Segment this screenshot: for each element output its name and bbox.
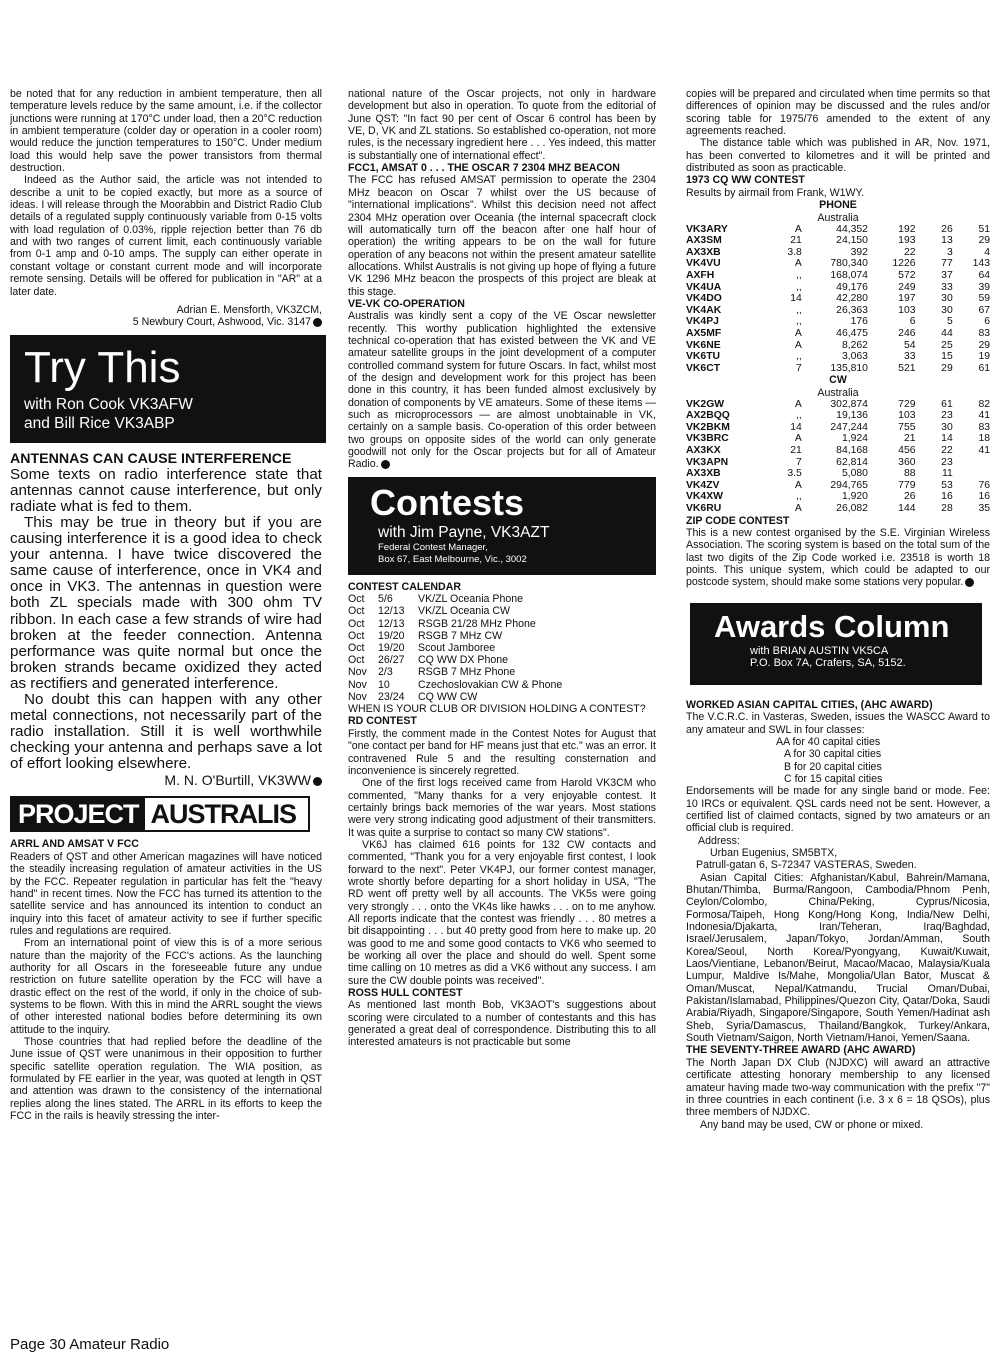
award-classes	[686, 736, 990, 785]
result-cell: 143	[972, 258, 990, 270]
calendar-cell: Scout Jamboree	[418, 642, 496, 654]
calendar-cell: 19/20	[378, 642, 405, 654]
contest-calendar-table	[348, 593, 656, 703]
result-cell: 249	[898, 281, 916, 293]
result-cell: 41	[978, 445, 990, 457]
result-cell: VK6TU	[686, 351, 721, 363]
calendar-cell: RSGB 7 MHz CW	[418, 629, 503, 642]
calendar-row	[348, 605, 656, 617]
result-cell: 14	[941, 433, 953, 445]
project-australis-logo	[10, 796, 310, 832]
result-row	[686, 235, 990, 247]
try-this-byline-1: with Ron Cook VK3AFW	[24, 395, 193, 413]
result-cell: 6	[909, 316, 916, 328]
author-address: 5 Newbury Court, Ashwood, Vic. 3147	[10, 316, 322, 328]
section-heading: ARRL AND AMSAT V FCC	[10, 838, 139, 851]
end-bullet-icon	[313, 318, 322, 327]
calendar-cell: RSGB 7 MHz Phone	[418, 666, 516, 679]
result-cell: A	[794, 223, 802, 235]
result-row	[686, 247, 990, 259]
result-cell: 26,363	[836, 304, 868, 316]
result-cell: 103	[898, 304, 916, 316]
result-cell: 77	[941, 258, 953, 270]
contests-address: Box 67, East Melbourne, Vic., 3002	[378, 553, 527, 565]
author-name: M. N. O'Burtill, VK3WW	[10, 772, 322, 788]
result-cell: 54	[903, 339, 916, 351]
end-bullet-icon	[313, 777, 322, 786]
calendar-row	[348, 654, 656, 666]
result-cell: 30	[941, 304, 953, 316]
result-cell: 3	[946, 246, 953, 258]
award-class: AA for 40 capital cities	[776, 735, 881, 748]
article-paragraph: The distance table which was published in AR, Nov. 1971, has been converted to kilometres and it will be printed and distributed as soon as practicable.	[686, 137, 990, 175]
result-cell: 42,280	[836, 293, 868, 305]
column-2	[348, 88, 656, 1049]
calendar-row	[348, 630, 656, 642]
result-cell: 29	[941, 362, 953, 374]
result-row	[686, 480, 990, 492]
result-cell: 8,262	[841, 339, 868, 351]
calendar-cell: Oct	[348, 629, 365, 642]
article-paragraph: The V.C.R.C. in Vasteras, Sweden, issues the WASCC Award to any amateur and SWL in four classes:	[686, 711, 990, 736]
calendar-row	[348, 666, 656, 678]
result-cell: 6	[984, 316, 990, 328]
logo-word-australis: AUSTRALIS	[150, 799, 297, 830]
calendar-cell: Oct	[348, 654, 365, 667]
result-cell: 33	[903, 351, 916, 363]
result-cell: AX3XB	[686, 246, 721, 258]
result-cell: A	[794, 398, 802, 410]
result-cell: ,,	[796, 351, 802, 363]
phone-results-table	[686, 224, 990, 375]
calendar-row	[348, 593, 656, 605]
result-row	[686, 457, 990, 469]
result-cell: 44	[941, 327, 953, 339]
result-row	[686, 328, 990, 340]
article-paragraph: Asian Capital Cities: Afghanistan/Kabul, Bahrein/Mamana, Bhutan/Thimba, Burma/Rangoon, Cambodia/Phnom Penh, Ceylon/Colombo, China/Peking, Cyprus/Nicosia, Formosa/Taipeh, Hong Kong/Hong Kong, India/New Delhi, Indonesia/Djakarta, Iran/Teheran, Iraq/Baghdad, Israel/Jerusalem, Japan/Tokyo, Jordan/Amman, South Korea/Seoul, North Korea/Pyongyang, Kuwait/Kuwait, Laos/Vientiane, Lebanon/Beirut, Macao/Macao, Malaysia/Kuala Lumpur, Maldive Is/Mahe, Mongolia/Ulan Bator, Muscat & Oman/Muscat, Nepal/Katmandu, Trucial Oman/Dubai, Pakistan/Islamabad, Philippines/Quezon City, Qatar/Doka, Saudi Arabia/Riyadh, Singapore/Singapore, South Yemen/Hadinat ash Sheb, Syria/Damascus, Thailand/Bangkok, Turkey/Ankara, South Vietnam/Saigon, North Vietnam/Hanoi, Yemen/Saana.	[686, 871, 990, 1045]
result-cell: VK4DO	[686, 293, 722, 305]
result-cell: AXFH	[686, 269, 715, 281]
result-cell: 19,136	[836, 410, 868, 422]
result-cell: 302,874	[830, 398, 868, 410]
article-paragraph: This is a new contest organised by the S.E. Virginian Wireless Association. The scoring system is based on the total sum of the last two digits of the Zip Code worked i.e. 23518 is worth 18 points. This unique system, which could be adapted to our postcode system, should make some stations very popular.	[686, 527, 990, 589]
country-label: Australia	[817, 386, 859, 399]
calendar-cell: Oct	[348, 617, 365, 630]
result-cell: 49,176	[836, 281, 868, 293]
calendar-cell: Oct	[348, 605, 365, 618]
calendar-cell: RSGB 21/28 MHz Phone	[418, 617, 536, 630]
result-cell: 44,352	[836, 223, 868, 235]
section-heading: VE-VK CO-OPERATION	[348, 297, 465, 310]
result-cell	[953, 468, 990, 480]
result-cell: 572	[898, 269, 916, 281]
result-row	[686, 316, 990, 328]
calendar-cell: Nov	[348, 678, 367, 691]
result-cell: 247,244	[830, 421, 868, 433]
article-paragraph: Readers of QST and other American magazines will have noticed the steadily increasing regulation of amateur activities in the US by the FCC. Repeater regulation in particular has felt the "heavy hand" in recent times. Now the FCC has turned its attention to the satellite service and has announced its intention to conduct an inquiry into this facet of amateur activity to see if further specific rules and regulations are required.	[10, 850, 322, 937]
calendar-cell: 2/3	[378, 666, 393, 679]
logo-word-project: PROJECT	[12, 798, 145, 830]
result-cell: 4	[984, 246, 990, 258]
result-cell: ,,	[796, 269, 802, 281]
result-row	[686, 351, 990, 363]
section-heading: WORKED ASIAN CAPITAL CITIES, (AHC AWARD)	[686, 698, 933, 711]
result-cell: VK4PJ	[686, 316, 719, 328]
calendar-cell: 10	[378, 678, 390, 691]
result-cell: 22	[903, 246, 916, 258]
article-paragraph: Any band may be used, CW or phone or mixed.	[700, 1118, 924, 1131]
result-cell: 61	[978, 362, 990, 374]
result-cell: AX3XB	[686, 468, 721, 480]
result-cell: 144	[898, 503, 916, 515]
section-heading: CONTEST CALENDAR	[348, 580, 461, 593]
try-this-banner	[10, 335, 326, 443]
calendar-row	[348, 679, 656, 691]
result-cell: VK4VU	[686, 258, 721, 270]
result-row	[686, 293, 990, 305]
result-cell: 26	[903, 491, 916, 503]
calendar-cell: 26/27	[378, 654, 405, 667]
section-heading: RD CONTEST	[348, 715, 417, 728]
result-cell: ,,	[796, 410, 802, 422]
calendar-cell: Nov	[348, 666, 367, 679]
result-cell	[953, 457, 990, 469]
result-cell: VK4XW	[686, 491, 723, 503]
result-cell: 83	[978, 421, 990, 433]
result-cell: 21	[790, 235, 802, 247]
result-cell: 19	[978, 351, 990, 363]
result-cell: 39	[978, 281, 990, 293]
club-question: WHEN IS YOUR CLUB OR DIVISION HOLDING A CONTEST?	[348, 703, 646, 716]
result-row	[686, 410, 990, 422]
result-cell: VK4ZV	[686, 479, 720, 491]
result-cell: 29	[978, 235, 990, 247]
article-paragraph: No doubt this can happen with any other metal connections, not necessarily part of the radio installation. Still it is well worthwhile checking your antenna and perhaps save a lot of effort looking elsewhere.	[10, 690, 322, 773]
result-cell: VK3BRC	[686, 433, 729, 445]
result-cell: 53	[941, 479, 953, 491]
result-row	[686, 503, 990, 515]
result-cell: ,,	[796, 491, 802, 503]
calendar-cell: Oct	[348, 593, 365, 606]
article-paragraph: The FCC has refused AMSAT permission to operate the 2304 MHz beacon on Oscar 7 whilst over the US because of "international implications". Whilst this decision need not affect 2304 MHz operation over Oceania (the internal spacecraft clock will automatically turn off the beacon after one half hour of operation) the writing appears to be on the wall for future operation of any beacons not within the present amateur satellite allocations. Whilst Australis is not giving up hope of flying a future VK 1296 MHz beacon the prospects of this project are bleak at this stage.	[348, 174, 656, 298]
result-cell: 23	[941, 410, 953, 422]
awards-address: P.O. Box 7A, Crafers, SA, 5152.	[750, 656, 906, 669]
calendar-cell: 5/6	[378, 593, 393, 606]
result-cell: 1,920	[841, 491, 868, 503]
result-cell: 360	[898, 456, 916, 468]
result-cell: 294,765	[830, 479, 868, 491]
country-label: Australia	[817, 211, 859, 224]
result-cell: 521	[898, 362, 916, 374]
result-cell: A	[794, 339, 802, 351]
result-cell: 29	[978, 339, 990, 351]
result-cell: 7	[796, 456, 802, 468]
result-cell: 13	[941, 235, 953, 247]
article-continuation: copies will be prepared and circulated when time permits so that differences of opinion may be discussed and the rules and/or scoring table for 1975/76 amended to the extent of any agreements reached.	[686, 88, 990, 138]
awards-byline: with BRIAN AUSTIN VK5CA	[750, 644, 889, 657]
result-cell: 84,168	[836, 445, 868, 457]
result-cell: 22	[941, 445, 953, 457]
result-cell: 46,475	[836, 327, 868, 339]
calendar-cell: 12/13	[378, 617, 405, 630]
result-cell: 5	[946, 316, 953, 328]
result-cell: 193	[898, 235, 916, 247]
calendar-cell: Czechoslovakian CW & Phone	[418, 678, 563, 691]
result-cell: 729	[898, 398, 916, 410]
awards-title: Awards Column	[714, 608, 950, 644]
result-row	[686, 445, 990, 457]
result-cell: 28	[941, 503, 953, 515]
result-cell: 246	[898, 327, 916, 339]
phone-label: PHONE	[819, 199, 857, 212]
try-this-title: Try This	[24, 342, 181, 392]
result-cell: 392	[850, 246, 868, 258]
try-this-byline-2: and Bill Rice VK3ABP	[24, 414, 175, 432]
article-paragraph: This may be true in theory but if you are causing interference it is a good idea to check your antenna. I have twice discovered the same cause of interference, once in VK4 and once in VK3. The antennas in question were both ZL specials made with 300 ohm TV ribbon. In each case a few strands of wire had broken at the feeder connection. Antenna performance was quite normal but once the broken strands became oxidized they acted as rectifiers and generated interference.	[10, 513, 322, 692]
result-cell: VK3ARY	[686, 223, 728, 235]
result-cell: 41	[978, 410, 990, 422]
result-cell: 26,082	[836, 503, 868, 515]
result-cell: 61	[941, 398, 953, 410]
result-cell: VK6NE	[686, 339, 721, 351]
result-cell: 192	[898, 223, 916, 235]
article-paragraph: Firstly, the comment made in the Contest Notes for August that "one contact per band for HF means just that etc." was an error. It contravened Rule 5 and the resulting consternation and inconvenience is sincerely regretted.	[348, 727, 656, 777]
result-cell: 23	[941, 456, 953, 468]
result-cell: A	[794, 479, 802, 491]
result-cell: 1226	[892, 258, 916, 270]
result-row	[686, 305, 990, 317]
result-cell: VK2GW	[686, 398, 725, 410]
result-cell: VK2BKM	[686, 421, 730, 433]
result-cell: 30	[941, 293, 953, 305]
section-heading: THE SEVENTY-THREE AWARD (AHC AWARD)	[686, 1044, 916, 1057]
award-class: A for 30 capital cities	[784, 748, 882, 761]
result-cell: 88	[903, 468, 916, 480]
contests-byline: with Jim Payne, VK3AZT	[378, 523, 550, 541]
calendar-cell: Nov	[348, 690, 367, 703]
result-row	[686, 422, 990, 434]
result-row	[686, 468, 990, 480]
result-row	[686, 340, 990, 352]
result-row	[686, 282, 990, 294]
result-row	[686, 258, 990, 270]
calendar-cell: 12/13	[378, 605, 405, 618]
article-paragraph: Those countries that had replied before the deadline of the June issue of QST were unanimous in their opposition to further specific satellite operation regulation. The WIA position, as formulated by FE earlier in the year, was quoted at length in QST and attention was drawn to the consistency of the international replies along the lines stated. The ARRL in its efforts to keep the FCC in the rails is heavily stressing the inter-	[10, 1036, 322, 1123]
result-cell: 64	[978, 269, 990, 281]
result-cell: 456	[898, 445, 916, 457]
section-heading: 1973 CQ WW CONTEST	[686, 174, 805, 187]
result-cell: A	[794, 327, 802, 339]
result-cell: 16	[941, 491, 953, 503]
result-cell: 168,074	[830, 269, 868, 281]
column-1	[10, 88, 322, 1122]
result-cell: VK6CT	[686, 362, 721, 374]
address-label: Address:	[698, 834, 740, 847]
calendar-row	[348, 642, 656, 654]
result-cell: 755	[898, 421, 916, 433]
result-row	[686, 399, 990, 411]
section-heading: ANTENNAS CAN CAUSE INTERFERENCE	[10, 450, 292, 467]
result-cell: 3.5	[787, 468, 802, 480]
address-line: Urban Eugenius, SM5BTX,	[710, 846, 838, 859]
article-continuation: national nature of the Oscar projects, not only in hardware development but also in operation. To quote from the editorial of June QST: "In fact 90 per cent of Oscar 6 control has been by VE, D, VK and ZL stations. So established co-operation, not more rules, is the necessary ingredient here . . . Yes indeed, this matter is substantially one of international effect".	[348, 88, 656, 162]
result-cell: 21	[790, 445, 802, 457]
result-row	[686, 270, 990, 282]
article-paragraph: VK6J has claimed 616 points for 132 CW contacts and commented, "Thank you for a very enjoyable first contest, I look forward to the next". Peter VK4PJ, our former contest manager, wrote shortly before departing for a short holiday in USA, "The RD went off pretty well by all accounts. The VK5s were going very strongly . . . onto the VK4s like hawks . . . on to me anyhow. All reports indicate that the contest was friendly . . . 80 metres a bit disappointing . . . but 40 pretty good from here to make up. 20 was good to me and some good contacts to VK6 who seemed to be working all over the place and should do well. Spent some time calling on 10 metres as did a VK6 without any success. I am sure the CW double points was received".	[348, 838, 656, 987]
result-cell: AX2BQQ	[686, 410, 730, 422]
result-cell: VK6RU	[686, 503, 722, 515]
calendar-cell: VK/ZL Oceania CW	[418, 605, 511, 618]
contests-banner	[348, 477, 656, 575]
page-footer: Page 30 Amateur Radio	[10, 1336, 170, 1353]
result-cell: AX5MF	[686, 327, 722, 339]
result-row	[686, 224, 990, 236]
article-paragraph: From an international point of view this is of a more serious nature than the majority of the FCC's actions. As the launching authority for all Oscars in the foreseeable future any undue restriction on future satellite operation by the FCC will have a drastic effect on the rest of the world, if only in the choice of sub-systems to be flown. With this in mind the ARRL sought the views of other interested national bodies before determining its own attitude to the inquiry.	[10, 937, 322, 1036]
cw-results-table	[686, 399, 990, 515]
article-paragraph: As mentioned last month Bob, VK3AOT's suggestions about scoring were circulated to a number of contestants and this has generated a great deal of correspondence. Distributing this to all interested amateurs is not practicable but some	[348, 999, 656, 1049]
calendar-row	[348, 618, 656, 630]
result-cell: 135,810	[830, 362, 868, 374]
result-row	[686, 363, 990, 375]
article-paragraph: Some texts on radio interference state that antennas cannot cause interference, but only radiate what is fed to them.	[10, 465, 322, 515]
section-heading: ROSS HULL CONTEST	[348, 987, 463, 1000]
result-cell: A	[794, 258, 802, 270]
result-cell: 82	[978, 398, 990, 410]
cw-label: CW	[829, 374, 847, 387]
calendar-row	[348, 691, 656, 703]
result-cell: 24,150	[836, 235, 868, 247]
calendar-cell: 23/24	[378, 690, 405, 703]
column-3	[686, 88, 990, 1131]
result-row	[686, 433, 990, 445]
result-cell: 83	[978, 327, 990, 339]
section-heading: FCC1, AMSAT 0 . . . THE OSCAR 7 2304 MHZ BEACON	[348, 162, 620, 175]
result-cell: A	[794, 433, 802, 445]
calendar-cell: VK/ZL Oceania Phone	[418, 593, 524, 606]
end-bullet-icon	[381, 460, 390, 469]
result-cell: VK4UA	[686, 281, 722, 293]
result-cell: 11	[941, 468, 953, 480]
result-cell: 21	[903, 433, 916, 445]
article-continuation: be noted that for any reduction in ambient temperature, then all temperature levels reduce by the same amount, i.e. if the collector junctions were running at 170°C under load, then a 20°C reduction in ambient temperature (colder day or operation in a cooler room) would reduce the junction temperatures to 150°C. Under medium load this would help save the power transistors from thermal destruction.	[10, 88, 322, 175]
result-cell: 67	[978, 304, 990, 316]
awards-banner	[690, 603, 982, 685]
result-cell: 51	[978, 223, 990, 235]
result-cell: 197	[898, 293, 916, 305]
award-class: C for 15 capital cities	[784, 772, 883, 785]
result-cell: AX3SM	[686, 235, 722, 247]
result-cell: 26	[941, 223, 953, 235]
author-name: Adrian E. Mensforth, VK3ZCM,	[176, 303, 322, 316]
article-paragraph: Indeed as the Author said, the article was not intended to describe a unit to be copied exactly, but more as a source of ideas. I will release through the Moorabbin and District Radio Club details of a regulated supply continuously variable from 0-15 volts with load regulation of 0.03%, ripple rejection better than 76 db and with two ranges of current limit, each continuously variable from 0-1 amp and 0-10 amps. The supply can either operate in constant voltage or constant current mode and will incorporate remote sensing. Details will be offered for publication in "AR" at a later date.	[10, 174, 322, 298]
article-paragraph: Australis was kindly sent a copy of the VE Oscar newsletter recently. This worthy publication highlighted the extensive technical co-operation that has existed between the VK and VE amateur satellite groups in the joint development of a computer controlled command system for future Oscars. In fact, whilst most of the design and development work for this project has been done in this country, it has been funded almost exclusively by donation of components by VE amateurs. Some of these items — such as microprocessors — are almost unobtainable in VK, certainly on a sample basis. Co-operation of this order between two groups on opposite sides of the world can only generate goodwill not only for the Oscar projects but for all of Amateur Radio.	[348, 310, 656, 471]
result-cell: 30	[941, 421, 953, 433]
result-cell: ,,	[796, 316, 802, 328]
calendar-cell: CQ WW CW	[418, 690, 478, 703]
result-cell: AX3KX	[686, 445, 721, 457]
result-cell: 103	[898, 410, 916, 422]
result-cell: 779	[898, 479, 916, 491]
result-cell: ,,	[796, 281, 802, 293]
results-source: Results by airmail from Frank, W1WY.	[686, 186, 865, 199]
result-cell: A	[794, 503, 802, 515]
result-cell: 25	[941, 339, 953, 351]
result-cell: 176	[850, 316, 868, 328]
result-cell: 33	[941, 281, 953, 293]
result-cell: 14	[790, 293, 802, 305]
result-cell: 35	[978, 503, 990, 515]
result-row	[686, 491, 990, 503]
section-heading: ZIP CODE CONTEST	[686, 514, 790, 527]
result-cell: 62,814	[836, 456, 868, 468]
calendar-cell: CQ WW DX Phone	[418, 654, 509, 667]
result-cell: 37	[941, 269, 953, 281]
result-cell: VK4AK	[686, 304, 722, 316]
result-cell: 14	[790, 421, 802, 433]
result-cell: 16	[978, 491, 990, 503]
result-cell: 18	[978, 433, 990, 445]
calendar-cell: 19/20	[378, 629, 405, 642]
end-bullet-icon	[965, 578, 974, 587]
result-cell: 1,924	[841, 433, 868, 445]
result-cell: 76	[978, 479, 990, 491]
result-cell: 5,080	[841, 468, 868, 480]
result-cell: 7	[796, 362, 802, 374]
award-class: B for 20 capital cities	[784, 760, 882, 773]
result-cell: VK3APN	[686, 456, 729, 468]
result-cell: 59	[978, 293, 990, 305]
result-cell: 15	[941, 351, 953, 363]
result-cell: 780,340	[830, 258, 868, 270]
contests-role: Federal Contest Manager,	[378, 541, 488, 553]
result-cell: ,,	[796, 304, 802, 316]
calendar-cell: Oct	[348, 642, 365, 654]
contests-title: Contests	[370, 481, 525, 523]
result-cell: 3,063	[841, 351, 868, 363]
address-line: Patrull-gatan 6, S-72347 VASTERAS, Sweden.	[696, 859, 917, 872]
result-cell: 3.8	[787, 246, 802, 258]
article-paragraph: One of the first logs received came from Harold VK3CM who commented, "Many thanks for a very enjoyable contest. It certainly brings back memories of the war years. Most stations were very strong indicating good adjustment of their transmitters. It was quite a surprise to contact so many CW stations".	[348, 777, 656, 839]
article-paragraph: The North Japan DX Club (NJDXC) will award an attractive certificate attesting honorary membership to any licensed amateur having made two-way communication with the prefix "7" in three countries in each continent (i.e. 3 x 6 = 18 QSOs), plus three members of NJDXC.	[686, 1056, 990, 1119]
article-paragraph: Endorsements will be made for any single band or mode. Fee: 10 IRCs or equivalent. QSL cards need not be sent. However, a certified list of claimed contacts, signed by two amateurs or an official club is required.	[686, 785, 990, 835]
